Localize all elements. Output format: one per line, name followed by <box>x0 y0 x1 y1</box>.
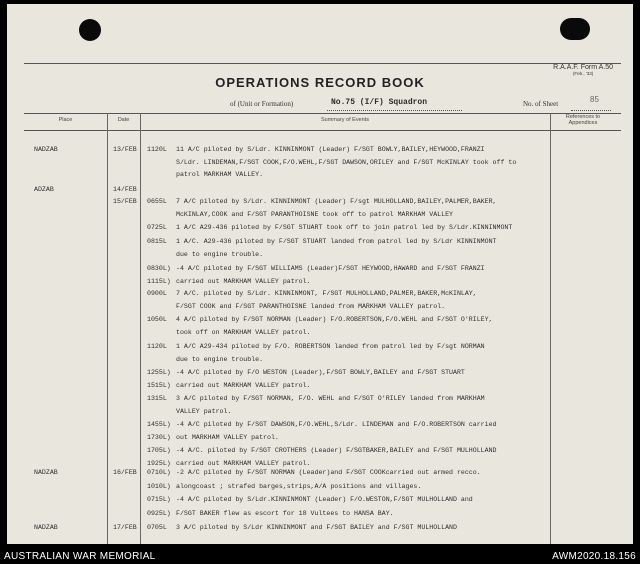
header-summary: Summary of Events <box>321 117 369 123</box>
column-divider <box>140 113 141 544</box>
entry-time: 1705L) <box>147 447 171 454</box>
entry-text: McKINLAY,COOK and F/SGT PARANTHOISNE took off to patrol MARKHAM VALLEY <box>176 211 453 218</box>
entry-time: 1315L <box>147 395 167 402</box>
entry-time: 1730L) <box>147 434 171 441</box>
table-top-rule <box>24 113 621 114</box>
entry-place: ADZAB <box>34 186 54 193</box>
entry-text: out MARKHAM VALLEY patrol. <box>176 434 279 441</box>
entry-time: 0925L) <box>147 510 171 517</box>
entry-text: -4 A/C piloted by F/O WESTON (Leader),F/SGT BOWLY,BAILEY and F/SGT STUART <box>176 369 465 376</box>
entry-time: 0715L) <box>147 496 171 503</box>
entry-text: patrol MARKHAM VALLEY. <box>176 171 264 178</box>
entry-text: 1 A/C A29-436 piloted by F/SGT STUART took off to join patrol led by S/Ldr.KINNINMONT <box>176 224 513 231</box>
record-sheet <box>7 4 633 544</box>
entry-time: 0815L <box>147 238 167 245</box>
entry-time: 1455L) <box>147 421 171 428</box>
entry-date: 14/FEB <box>113 186 137 193</box>
credit-right: AWM2020.18.156 <box>552 551 636 562</box>
entry-text: carried out MARKHAM VALLEY patrol. <box>176 382 311 389</box>
entry-time: 0900L <box>147 290 167 297</box>
entry-place: NADZAB <box>34 146 58 153</box>
entry-date: 17/FEB <box>113 524 137 531</box>
sheet-number-label: No. of Sheet <box>523 100 559 108</box>
entry-text: -4 A/C piloted by F/SGT DAWSON,F/O.WEHL,S/Ldr. LINDEMAN and F/O.ROBERTSON carried <box>176 421 497 428</box>
entry-date: 13/FEB <box>113 146 137 153</box>
entry-text: F/SGT COOK and F/SGT PARANTHOISNE landed from MARKHAM VALLEY patrol. <box>176 303 446 310</box>
entry-time: 1120L <box>147 343 167 350</box>
entry-text: carried out MARKHAM VALLEY patrol. <box>176 460 311 467</box>
unit-dotted-line <box>327 110 462 111</box>
entry-date: 16/FEB <box>113 469 137 476</box>
entry-text: took off on MARKHAM VALLEY patrol. <box>176 329 311 336</box>
entry-time: 1050L <box>147 316 167 323</box>
entry-place: NADZAB <box>34 469 58 476</box>
entry-text: F/SGT BAKER flew as escort for 18 Vultees to HANSA BAY. <box>176 510 394 517</box>
form-date-label: (Feb., '33) <box>572 71 594 76</box>
entry-date: 15/FEB <box>113 198 137 205</box>
unit-value: No.75 (I/F) Squadron <box>331 98 428 107</box>
entry-text: 3 A/C piloted by S/Ldr KINNINMONT and F/SGT BAILEY and F/SGT MULHOLLAND <box>176 524 457 531</box>
column-divider <box>550 113 551 544</box>
punch-hole <box>79 19 101 41</box>
entry-text: S/Ldr. LINDEMAN,F/SGT COOK,F/O.WEHL,F/SGT DAWSON,ORILEY and F/SGT McKINLAY took off to <box>176 159 517 166</box>
entry-text: 7 A/C piloted by S/Ldr. KINNINMONT (Leader) F/sgt MULHOLLAND,BAILEY,PALMER,BAKER, <box>176 198 497 205</box>
unit-label: of (Unit or Formation) <box>230 100 294 108</box>
entry-time: 1010L) <box>147 483 171 490</box>
entry-time: 0725L <box>147 224 167 231</box>
entry-time: 0710L) <box>147 469 171 476</box>
top-rule <box>24 63 621 64</box>
entry-time: 1255L) <box>147 369 171 376</box>
table-header-rule <box>24 130 621 131</box>
entry-time: 0655L <box>147 198 167 205</box>
entry-text: due to engine trouble. <box>176 251 264 258</box>
entry-time: 1925L) <box>147 460 171 467</box>
entry-time: 0830L) <box>147 265 171 272</box>
entry-text: alongcoast ; strafed barges,strips,A/A positions and villages. <box>176 483 422 490</box>
entry-text: -4 A/C piloted by F/SGT WILLIAMS (Leader)F/SGT HEYWOOD,HAWARD and F/SGT FRANZI <box>176 265 485 272</box>
column-divider <box>107 113 108 544</box>
entry-text: 1 A/C A29-434 piloted by F/O. ROBERTSON landed from patrol led by F/sgt NORMAN <box>176 343 485 350</box>
sheet-number: 85 <box>590 95 599 104</box>
entry-time: 0705L <box>147 524 167 531</box>
punch-hole <box>560 18 590 40</box>
entry-time: 1120L <box>147 146 167 153</box>
entry-text: due to engine trouble. <box>176 356 264 363</box>
entry-text: 11 A/C piloted by S/Ldr. KINNINMONT (Leader) F/SGT BOWLY,BAILEY,HEYWOOD,FRANZI <box>176 146 485 153</box>
header-references: References to Appendices <box>565 114 601 126</box>
form-number <box>553 64 613 77</box>
entry-text: -4 A/C. piloted by F/SGT CROTHERS (Leader) F/SGTBAKER,BAILEY and F/SGT MULHOLLAND <box>176 447 497 454</box>
entry-text: 1 A/C. A29-436 piloted by F/SGT STUART landed from patrol led by S/Ldr KINNINMONT <box>176 238 497 245</box>
entry-time: 1515L) <box>147 382 171 389</box>
entry-text: 4 A/C piloted by F/SGT NORMAN (Leader) F/O.ROBERTSON,F/O.WEHL and F/SGT O'RILEY, <box>176 316 493 323</box>
entry-time: 1115L) <box>147 278 171 285</box>
header-date: Date <box>117 117 130 123</box>
entry-text: 7 A/C. piloted by S/Ldr. KINNINMONT, F/SGT MULHOLLAND,PALMER,BAKER,McKINLAY, <box>176 290 477 297</box>
entry-text: -4 A/C piloted by S/Ldr.KINNINMONT (Leader) F/O.WESTON,F/SGT MULHOLLAND and <box>176 496 473 503</box>
entry-text: carried out MARKHAM VALLEY patrol. <box>176 278 311 285</box>
credit-left: AUSTRALIAN WAR MEMORIAL <box>4 551 156 562</box>
form-title: OPERATIONS RECORD BOOK <box>215 75 425 90</box>
header-place: Place <box>58 117 73 123</box>
entry-text: 3 A/C piloted by F/SGT NORMAN, F/O. WEHL and F/SGT O'RILEY landed from MARKHAM <box>176 395 485 402</box>
entry-place: NADZAB <box>34 524 58 531</box>
entry-text: -2 A/C piloted by F/SGT NORMAN (Leader)and F/SGT COOKcarried out armed recco. <box>176 469 481 476</box>
form-number-label: R.A.A.F. Form A.50 <box>553 64 613 71</box>
sheet-dotted-line <box>571 110 611 111</box>
entry-text: VALLEY patrol. <box>176 408 232 415</box>
